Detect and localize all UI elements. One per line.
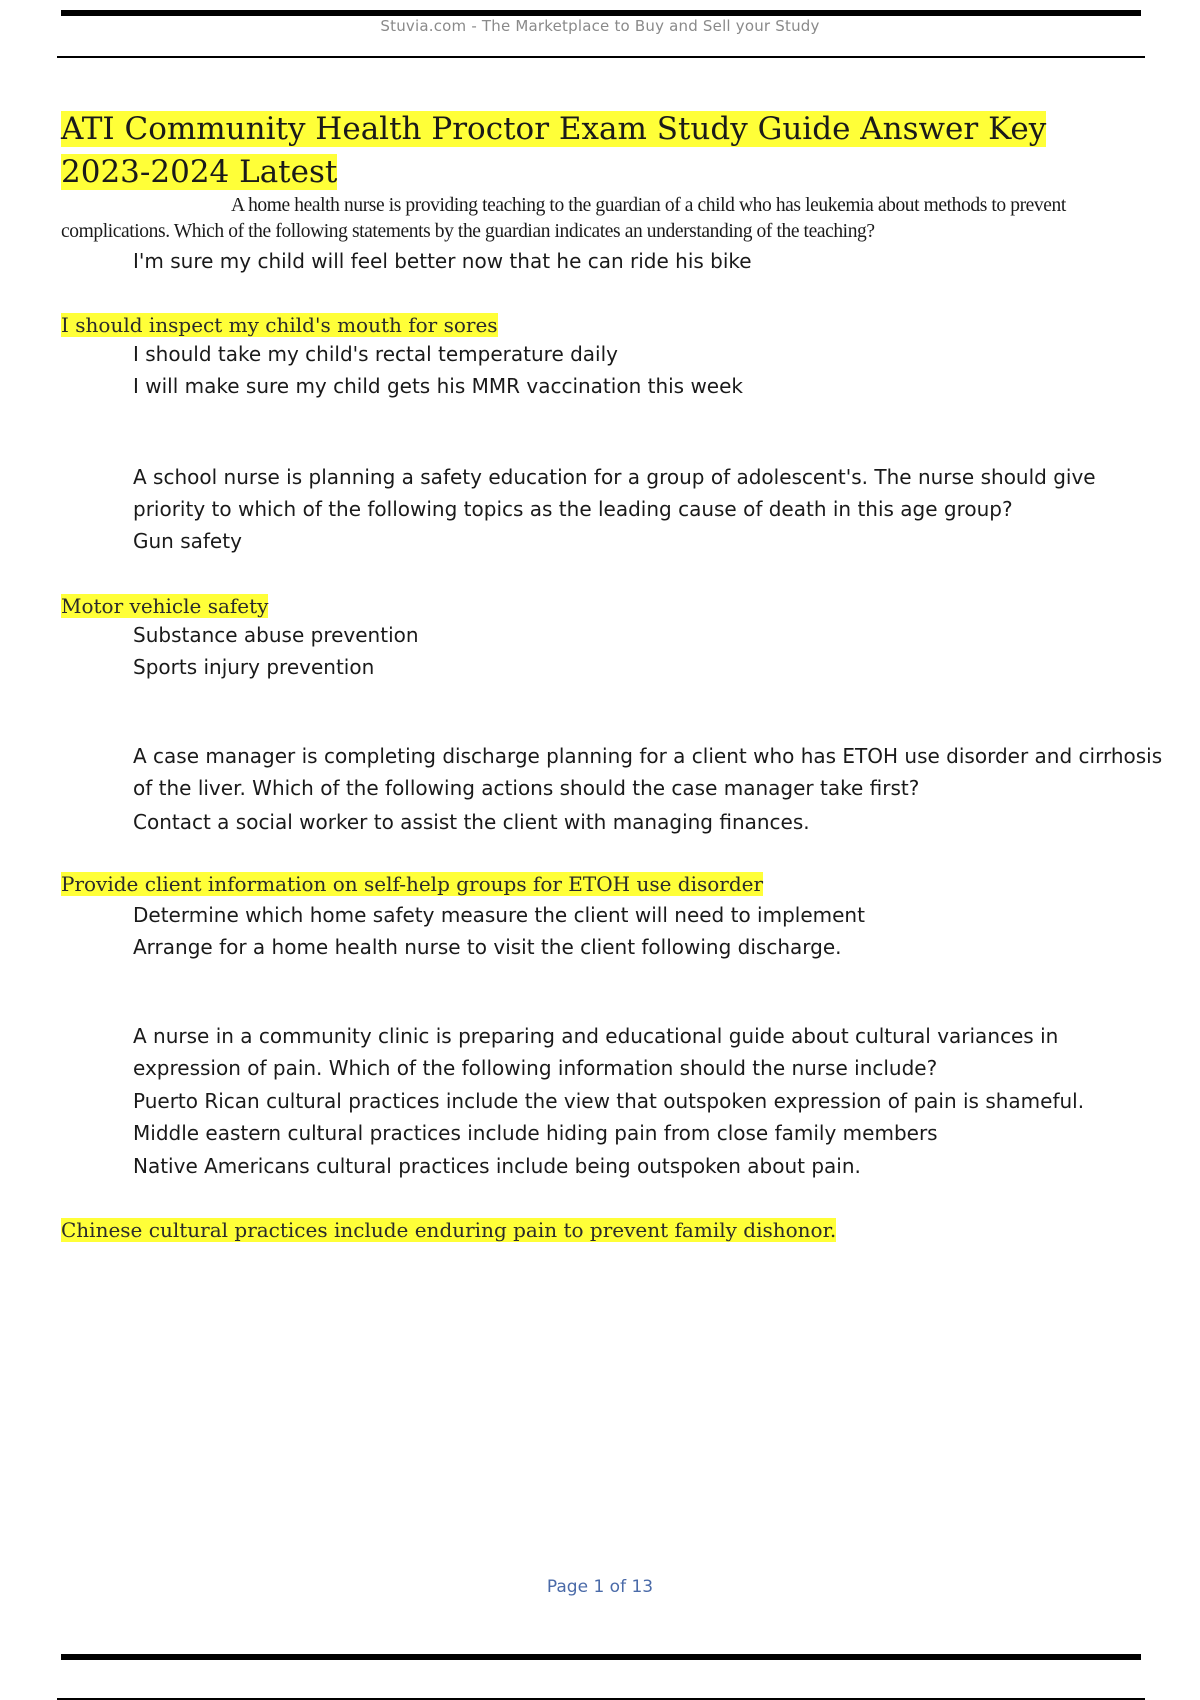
question-4-stem-line: A nurse in a community clinic is preparing and educational guide about cultural variances in [133, 1024, 1059, 1048]
answer-highlight: Chinese cultural practices include enduring pain to prevent family dishonor. [61, 1218, 837, 1242]
question-2-stem-line: A school nurse is planning a safety education for a group of adolescent's. The nurse should give [133, 465, 1096, 489]
title-highlight: ATI Community Health Proctor Exam Study Guide Answer Key 2023-2024 Latest [61, 111, 1047, 190]
header-rule-thick [61, 10, 1141, 16]
question-1-option: I should take my child's rectal temperature daily [133, 342, 618, 366]
question-4-answer [61, 1215, 836, 1245]
question-3-stem-line: of the liver. Which of the following actions should the case manager take first? [133, 776, 920, 800]
question-1-stem: A home health nurse is providing teaching to the guardian of a child who has leukemia about methods to prevent complications. Which of the following statements by the guardian indicates an understanding of the teaching? [61, 195, 1066, 242]
question-4-option: Middle eastern cultural practices include hiding pain from close family members [133, 1121, 938, 1145]
question-3-answer [61, 869, 763, 899]
header-rule-thin [57, 56, 1145, 58]
question-3-option: Arrange for a home health nurse to visit the client following discharge. [133, 935, 842, 959]
question-3-option: Contact a social worker to assist the client with managing finances. [133, 810, 810, 834]
question-1-option: I'm sure my child will feel better now that he can ride his bike [133, 249, 752, 273]
question-2-option: Gun safety [133, 529, 242, 553]
question-2-stem-line: priority to which of the following topics as the leading cause of death in this age group? [133, 497, 1013, 521]
question-1-option: I will make sure my child gets his MMR vaccination this week [133, 374, 743, 398]
question-2-option: Sports injury prevention [133, 655, 375, 679]
question-3-option: Determine which home safety measure the client will need to implement [133, 903, 865, 927]
page-number: Page 1 of 13 [546, 1577, 654, 1597]
site-header: Stuvia.com - The Marketplace to Buy and Sell your Study [380, 17, 820, 35]
question-4-option: Native Americans cultural practices include being outspoken about pain. [133, 1154, 861, 1178]
question-4-option: Puerto Rican cultural practices include the view that outspoken expression of pain is shameful. [133, 1089, 1085, 1113]
question-1-answer [61, 310, 498, 340]
question-3-stem-line: A case manager is completing discharge planning for a client who has ETOH use disorder and cirrhosis [133, 744, 1163, 768]
answer-highlight: I should inspect my child's mouth for sores [61, 313, 498, 337]
question-2-option: Substance abuse prevention [133, 623, 419, 647]
answer-highlight: Provide client information on self-help groups for ETOH use disorder [61, 872, 764, 896]
footer-rule-thick [61, 1654, 1141, 1660]
question-4-stem-line: expression of pain. Which of the following information should the nurse include? [133, 1056, 938, 1080]
document-title [61, 108, 1141, 194]
answer-highlight: Motor vehicle safety [61, 594, 269, 618]
question-2-answer [61, 591, 268, 621]
